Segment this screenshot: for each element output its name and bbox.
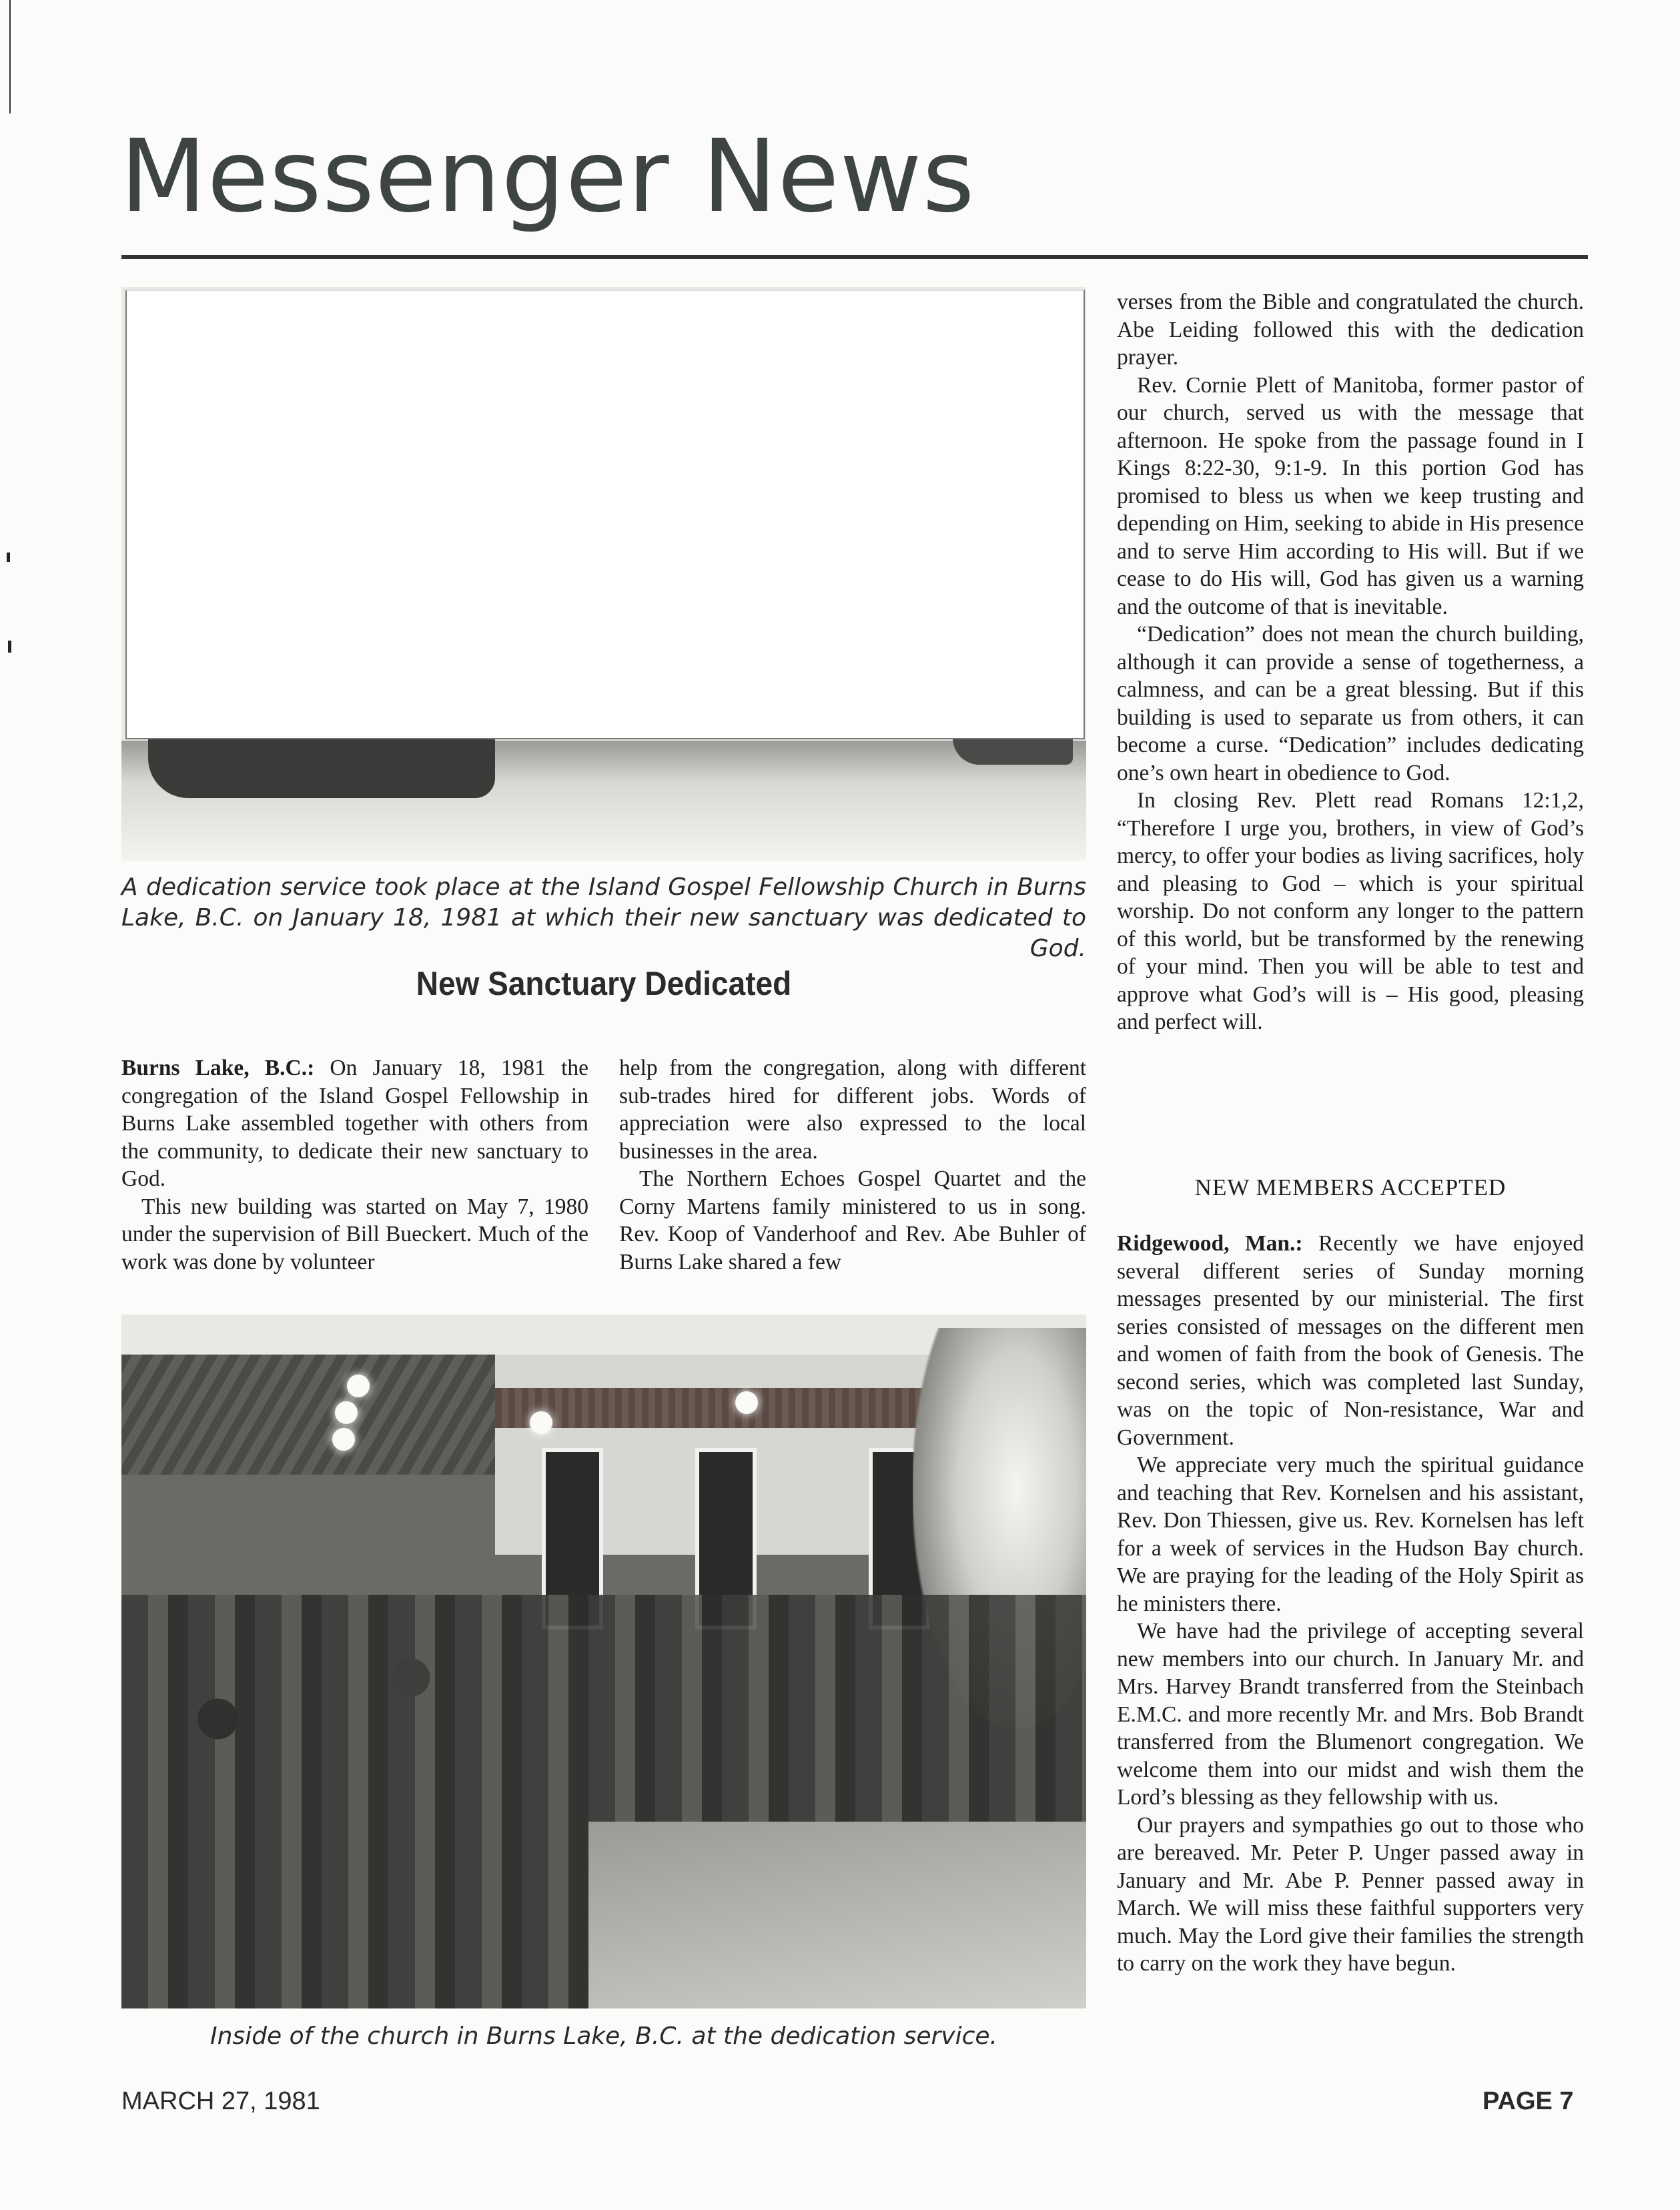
footer-page-number: PAGE 7 (1483, 2087, 1574, 2115)
photo-blank-area (125, 290, 1085, 739)
section-subhead: NEW MEMBERS ACCEPTED (1194, 1174, 1507, 1200)
article-paragraph: “Dedication” does not mean the church building, although it can provide a sense of togetherness, a calmness, and can be a great blessing. But if this building is used to separate us from others, it can become a curse. “Dedication” includes dedicating one’s own heart in obedience to God. (1117, 622, 1584, 785)
photo-caption: A dedication service took place at the Island Gospel Fellowship Church in Burns Lake, B.C. on January 18, 1981 at which their new sanctuary was dedicated to God. (121, 873, 1086, 962)
photo-light (735, 1391, 758, 1414)
article-column-right (1117, 288, 1584, 1036)
scan-edge-line (9, 0, 11, 113)
photo-light (530, 1411, 552, 1434)
article-paragraph: We have had the privilege of accepting several new members into our church. In January Mr. and Mrs. Harvey Brandt transferred from the Steinbach E.M.C. and more recently Mr. and Mrs. Bob Brandt transferred from the Blumenort congregation. We welcome them into our midst and wish them the Lord’s blessing as they fellowship with us. (1117, 1619, 1584, 1810)
exterior-photo (121, 287, 1086, 861)
dateline: Ridgewood, Man.: (1117, 1231, 1303, 1256)
article-paragraph: In closing Rev. Plett read Romans 12:1,2, “Therefore I urge you, brothers, in view of God’s mercy, to offer your bodies as living sacrifices, holy and pleasing to God – which is your spiritual worship. Do not conform any longer to the pattern of this world, but be transformed by the renewing of your mind. Then you will be able to test and approve what God’s will is – His good, pleasing and perfect will. (1117, 788, 1584, 1034)
article-headline: New Sanctuary Dedicated (416, 965, 792, 1002)
dateline: Burns Lake, B.C.: (121, 1056, 315, 1080)
article-paragraph: help from the congregation, along with different sub-trades hired for different jobs. Words of appreciation were also expressed to the local businesses in the area. (619, 1056, 1086, 1164)
article-paragraph: We appreciate very much the spiritual guidance and teaching that Rev. Kornelsen and his assistant, Rev. Don Thiessen, give us. Rev. Kornelsen has left for a week of services in the Hudson Bay church. We are praying for the leading of the Holy Spirit as he ministers there. (1117, 1453, 1584, 1616)
photo-light (347, 1375, 370, 1397)
article-column-b (619, 1054, 1086, 1276)
masthead-title: Messenger News (120, 119, 975, 235)
article-paragraph (1117, 1230, 1584, 1451)
photo-light (335, 1401, 358, 1424)
photo-floor (588, 1822, 1086, 2008)
photo-car (953, 738, 1073, 765)
interior-photo (121, 1315, 1086, 2008)
photo-light (332, 1428, 355, 1451)
article-paragraph: verses from the Bible and congratulated the church. Abe Leiding followed this with the dedication prayer. (1117, 290, 1584, 370)
scan-mark (8, 641, 11, 653)
article-paragraph: Our prayers and sympathies go out to those who are bereaved. Mr. Peter P. Unger passed away in January and Mr. Abe P. Penner passed away in March. We will miss these faithful supporters very much. May the Lord give their families the strength to carry on the work they have begun. (1117, 1812, 1584, 1976)
paragraph-text: Recently we have enjoyed several different series of Sunday morning messages presented by our ministerial. The first series consisted of messages on the different men and women of faith from the book of Genesis. The second series, which was completed last Sunday, was on the topic of Non-resistance, War and Government. (1117, 1231, 1584, 1450)
photo-balcony (121, 1355, 495, 1475)
article-paragraph: This new building was started on May 7, 1980 under the supervision of Bill Bueckert. Much of the work was done by volunteer (121, 1194, 588, 1274)
footer-date: MARCH 27, 1981 (121, 2087, 320, 2115)
article-paragraph: The Northern Echoes Gospel Quartet and the Corny Martens family ministered to us in song. Rev. Koop of Vanderhoof and Rev. Abe Buhler of Burns Lake shared a few (619, 1166, 1086, 1274)
article-paragraph (121, 1054, 588, 1193)
scan-mark (7, 552, 10, 562)
photo-car (148, 738, 495, 798)
article-paragraph: Rev. Cornie Plett of Manitoba, former pastor of our church, served us with the message that afternoon. He spoke from the passage found in I Kings 8:22-30, 9:1-9. In this portion God has promised to bless us when we keep trusting and depending on Him, seeking to abide in His presence and to serve Him according to His will. But if we cease to do His will, God has given us a warning and the outcome of that is inevitable. (1117, 372, 1584, 619)
masthead-rule (121, 255, 1588, 259)
paragraph-text: On January 18, 1981 the congregation of the Island Gospel Fellowship in Burns Lake assembled together with others from the community, to dedicate their new sanctuary to God. (121, 1056, 588, 1191)
photo-caption: Inside of the church in Burns Lake, B.C. at the dedication service. (210, 2022, 997, 2050)
article-column-a (121, 1054, 588, 1276)
article2-column (1117, 1230, 1584, 1978)
